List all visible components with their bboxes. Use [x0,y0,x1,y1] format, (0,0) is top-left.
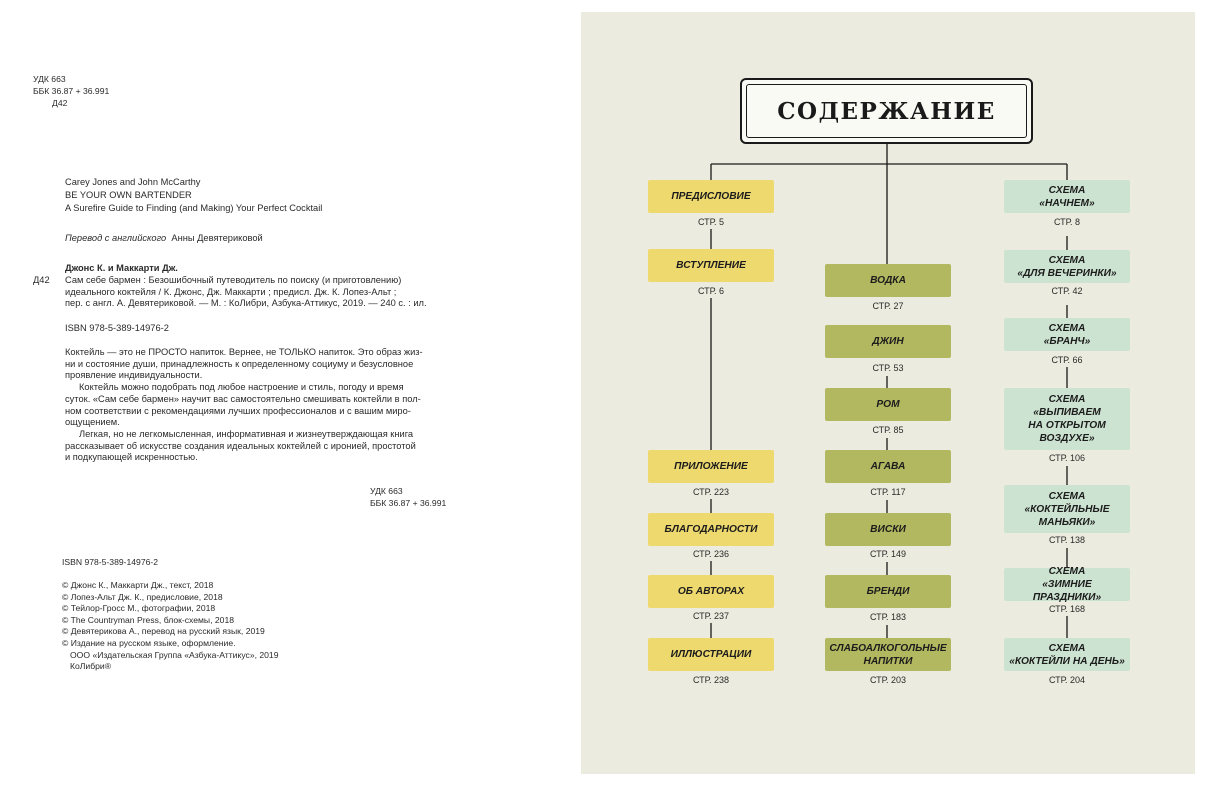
toc-entry-appendix[interactable]: ПРИЛОЖЕНИЕ [648,450,774,483]
toc-label-line: СХЕМА [1048,566,1086,577]
toc-page-number: СТР. 106 [1048,453,1086,463]
toc-entry-whiskey[interactable]: ВИСКИ [825,513,951,546]
annotation-line: и подкупающей искренностью. [65,452,198,463]
toc-label-line: «НАЧНЕМ» [1039,197,1095,209]
copyright-line: © The Countryman Press, блок-схемы, 2018 [62,614,235,625]
bbk-bottom-line: ББК 36.87 + 36.991 [370,498,447,508]
isbn-bottom: ISBN 978-5-389-14976-2 [62,557,159,567]
record-isbn: ISBN 978-5-389-14976-2 [65,323,169,333]
toc-label-line: НА ОТКРЫТОМ [1028,420,1106,431]
toc-entry-rum[interactable]: РОМ [825,388,951,421]
toc-page-number: СТР. 5 [697,217,724,227]
toc-label-line: «ВЫПИВАЕМ [1033,407,1101,418]
toc-entry-chart-daytime[interactable] [1004,638,1130,671]
annotation-paragraph-2 [65,382,457,429]
record-text [65,275,457,310]
toc-entry-chart-party[interactable] [1004,250,1130,283]
toc-label-line: НАПИТКИ [863,655,913,667]
contents-title-frame [740,78,1033,144]
annotation-paragraph-3 [65,429,457,464]
toc-page-number: СТР. 204 [1048,675,1086,685]
record-code: Д42 [33,275,50,285]
udk-top-line: УДК 663 [33,74,66,84]
toc-entry-acknowledgements[interactable]: БЛАГОДАРНОСТИ [648,513,774,546]
toc-page-number: СТР. 223 [692,487,730,497]
copyright-line: © Издание на русском языке, оформление. [62,637,236,648]
original-title: BE YOUR OWN BARTENDER [65,190,192,200]
author-sign-top: Д42 [52,98,68,108]
annotation-line: ни и состояние души, принадлежность к определенному социуму и безусловное [65,358,414,369]
toc-entry-chart-winter[interactable] [1004,568,1130,601]
record-line: Сам себе бармен : Безошибочный путеводитель по поиску (и приготовлению) [65,275,402,285]
toc-page-number: СТР. 238 [692,675,730,685]
bbk-top-line: ББК 36.87 + 36.991 [33,86,110,96]
toc-page-number: СТР. 237 [692,611,730,621]
annotation-line: ном соответствии с рекомендациями лучших профессионалов и с вашим миро- [65,405,411,416]
toc-entry-illustrations[interactable]: ИЛЛЮСТРАЦИИ [648,638,774,671]
toc-page-number: СТР. 85 [872,425,904,435]
toc-page-number: СТР. 236 [692,549,730,559]
translation-credit [65,233,263,245]
contents-title: СОДЕРЖАНИЕ [777,97,996,125]
toc-page-number: СТР. 53 [872,363,904,373]
bibliographic-record [65,275,457,310]
toc-page-number: СТР. 66 [1051,355,1083,365]
copyright-line: ООО «Издательская Группа «Азбука-Аттикус», 2019 [70,649,279,660]
udk-bottom-line: УДК 663 [370,486,403,496]
contents-page [581,12,1195,774]
annotation-line: Коктейль — это не ПРОСТО напиток. Вернее, не ТОЛЬКО напиток. Это образ жиз- [65,347,423,357]
annotation-line: суток. «Сам себе бармен» научит вас самостоятельно смешивать коктейли в пол- [65,393,421,404]
toc-label-line: СЛАБОАЛКОГОЛЬНЫЕ [829,642,947,654]
toc-label-line: СХЕМА [1048,490,1086,502]
annotation-line: Коктейль можно подобрать под любое настроение и стиль, погоду и время [79,382,404,393]
copyright-block [62,580,279,673]
copyright-line: КоЛибри® [70,661,112,672]
toc-entry-about-authors[interactable]: ОБ АВТОРАХ [648,575,774,608]
toc-entry-chart-brunch[interactable] [1004,318,1130,351]
annotation-paragraph-1 [65,347,457,382]
imprint-page [0,0,580,795]
toc-label-line: СХЕМА [1048,254,1086,266]
toc-page-number: СТР. 8 [1053,217,1080,227]
copyright-line: © Лопез-Альт Дж. К., предисловие, 2018 [62,591,223,602]
toc-entry-introduction[interactable]: ВСТУПЛЕНИЕ [648,249,774,282]
toc-page-number: СТР. 6 [697,286,724,296]
toc-label-line: ВОЗДУХЕ» [1039,433,1095,444]
toc-page-number: СТР. 138 [1048,535,1086,545]
toc-label-line: МАНЬЯКИ» [1038,516,1096,528]
copyright-line: © Джонс К., Маккарти Дж., текст, 2018 [62,580,214,590]
record-line: идеального коктейля / К. Джонс, Дж. Маккарти ; предисл. Дж. К. Лопез-Альт ; [65,286,397,297]
toc-entry-chart-maniacs[interactable] [1004,485,1130,533]
toc-entry-agave[interactable]: АГАВА [825,450,951,483]
toc-label-line: СХЕМА [1048,642,1086,654]
record-line: пер. с англ. А. Девятериковой. — М. : КоЛибри, Азбука-Аттикус, 2019. — 240 с. : ил. [65,298,427,309]
toc-page-number: СТР. 42 [1051,286,1083,296]
toc-label-line: СХЕМА [1048,394,1086,405]
toc-page-number: СТР. 203 [869,675,907,685]
toc-entry-chart-start[interactable] [1004,180,1130,213]
toc-entry-chart-outdoor[interactable] [1004,388,1130,450]
toc-page-number: СТР. 183 [869,612,907,622]
copyright-line: © Тейлор-Гросс М., фотографии, 2018 [62,603,216,614]
original-authors: Carey Jones and John McCarthy [65,177,201,187]
toc-page-number: СТР. 149 [869,549,907,559]
toc-entry-vodka[interactable]: ВОДКА [825,264,951,297]
toc-entry-brandy[interactable]: БРЕНДИ [825,575,951,608]
annotation-line: рассказывает об искусстве создания идеальных коктейлей с иронией, простотой [65,440,416,451]
toc-entry-gin[interactable]: ДЖИН [825,325,951,358]
toc-label-line: «ЗИМНИЕ ПРАЗДНИКИ» [1032,579,1102,603]
original-subtitle: A Surefire Guide to Finding (and Making) Your Perfect Cocktail [65,203,323,213]
toc-label-line: СХЕМА [1048,322,1086,334]
toc-label-line: «КОКТЕЙЛИ НА ДЕНЬ» [1009,655,1125,667]
annotation-line: проявление индивидуальности. [65,370,203,381]
annotation [65,347,457,464]
toc-page-number: СТР. 168 [1048,604,1086,614]
toc-page-number: СТР. 27 [872,301,904,311]
toc-page-number: СТР. 117 [870,487,906,497]
translator-name: Анны Девятериковой [171,233,263,243]
toc-label-line: «ДЛЯ ВЕЧЕРИНКИ» [1017,267,1117,279]
toc-label-line: «КОКТЕЙЛЬНЫЕ [1024,503,1110,515]
toc-entry-low-abv[interactable] [825,638,951,671]
annotation-line: ощущением. [65,417,120,428]
toc-label-line: «БРАНЧ» [1043,335,1091,347]
translation-label: Перевод с английского [65,233,167,243]
toc-entry-preface[interactable]: ПРЕДИСЛОВИЕ [648,180,774,213]
record-authors: Джонс К. и Маккарти Дж. [65,263,178,273]
toc-label-line: СХЕМА [1048,184,1086,196]
annotation-line: Легкая, но не легкомысленная, информативная и жизнеутверждающая книга [79,428,414,439]
copyright-line: © Девятерикова А., перевод на русский язык, 2019 [62,626,265,637]
